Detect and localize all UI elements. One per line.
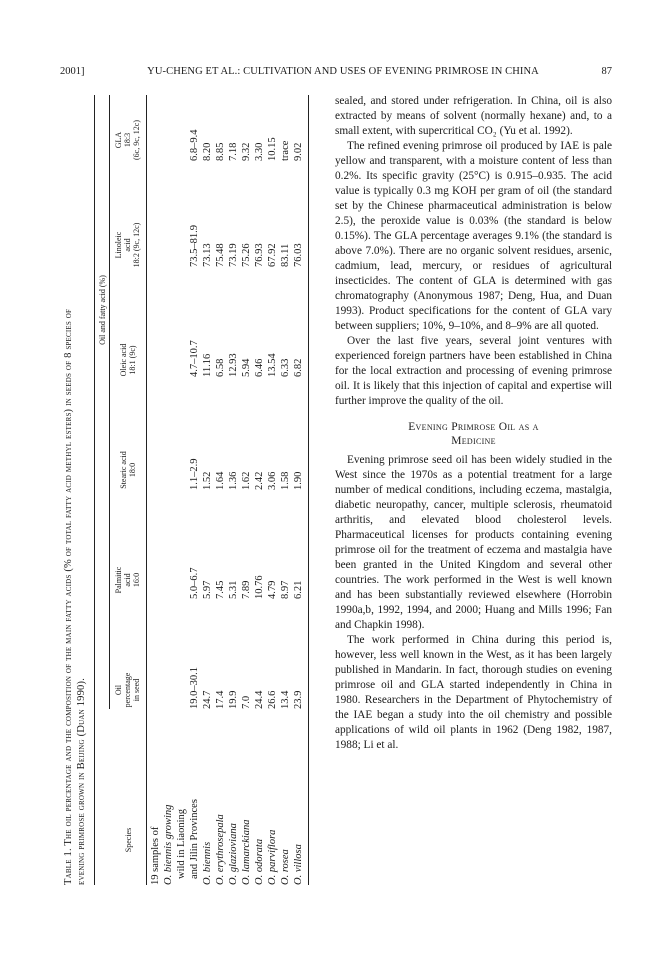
paragraph: sealed, and stored under refrigeration. In China, oil is also extracted by means of solvent (normally hexane) and, to a small extent, with supercritical CO₂ (Yu et al. 1992). [335, 95, 612, 137]
table-row: O. erythrosepala 17.4 7.45 1.64 6.58 75.48 8.85 [215, 142, 226, 885]
paragraph: Evening primrose seed oil has been widely studied in the West since the 1970s as a potential treatment for a large number of medical conditions, including eczema, mastalgia, diabetic neuropathy, cancer, multiple sclerosis, rheumatoid arthritis, and elevated blood cholesterol levels. Pharmaceutical licenses for products containing evening primrose oil for the treatment of eczema and mastalgia have been granted in the United Kingdom and several other countries. The work performed in the West is well known and has been substantially reviewed elsewhere (Horrobin 1990a,b, 1992, 1994, and 2000; Huang and Mills 1996; Fan and Chapkin 1998). [335, 454, 612, 631]
text-column [335, 94, 612, 753]
col-header-stearic: Stearic acid 18:0 [119, 451, 137, 489]
col-header-palmitic: Palmitic acid 16:0 [114, 566, 141, 594]
table-row: O. odorata 24.4 10.76 2.42 6.46 76.93 3.30 [254, 142, 265, 885]
group-values-row: 19.0–30.1 5.0–6.7 1.1–2.9 4.7–10.7 73.5–81.9 6.8–9.4 [189, 129, 200, 709]
running-header [60, 66, 612, 77]
paragraph: Over the last five years, several joint ventures with experienced foreign partners have been established in China for the local extraction and processing of evening primrose oil. It is likely that this injection of capital and expertise will further improve the quality of the oil. [335, 335, 612, 407]
col-header-oleic: Oleic acid 18:1 (9c) [119, 343, 137, 377]
col-header-gla: GLA 18:3 (6c, 9c, 12c) [114, 120, 141, 160]
group-rule [109, 95, 110, 709]
paragraph: The work performed in China during this period is, however, less well known in the West, as it has been largely published in Mandarin. In fact, thorough studies on evening primrose oil and GLA started independently in China in 1980. Researchers in the Department of Phytochemistry of the IAE began a study into the oil chemistry and possible applications of wild oil plants in 1962 (Deng 1982, 1987, 1988; Li et al. [335, 634, 612, 751]
caption-line-1: The oil percentage and the composition of the main fatty acids (% of total fatty acid methyl esters) in seeds of 8 species of [63, 308, 74, 846]
table-row: O. lamarckiana 7.0 7.89 1.62 5.94 75.26 9.32 [241, 142, 252, 885]
table-row: O. villosa 23.9 6.21 1.90 6.82 76.03 9.02 [293, 142, 304, 885]
page-number: 87 [601, 66, 612, 77]
header-bottom-rule [146, 95, 147, 885]
header-title: YU-CHENG ET AL.: CULTIVATION AND USES OF EVENING PRIMROSE IN CHINA [147, 66, 539, 77]
table-caption [62, 95, 88, 885]
header-year: 2001] [60, 66, 85, 77]
table-row: O. glazioviana 19.9 5.31 1.36 12.93 73.19 7.18 [228, 142, 239, 885]
col-header-species: Species [124, 827, 133, 853]
section-heading: Evening Primrose Oil as a Medicine [408, 421, 539, 447]
table-row: O. biennis 24.7 5.97 1.52 11.16 73.13 8.20 [202, 142, 213, 885]
table-row: O. rosea 13.4 8.97 1.58 6.33 83.11 trace [280, 140, 291, 885]
rotated-table [62, 95, 332, 885]
col-header-oil: Oil percentage in seed [114, 672, 141, 708]
group-species-label: 19 samples of O. biennis growing wild in Liaoning and Jilin Provinces [150, 799, 200, 885]
caption-label: Table 1. [63, 848, 74, 885]
col-header-linoleic: Linoleic acid 18:2 (9c, 12c) [114, 222, 141, 268]
paragraph: The refined evening primrose oil produced by IAE is pale yellow and transparent, with a moisture content of less than 0.2%. Its specific gravity (25°C) is 0.915–0.935. The acid value is typically 0.3 mg KOH per gram of oil (the standard set by the Chinese pharmaceutical administration is below 2.5), the peroxide value is 0.03% (the standard is below 0.15%). The GLA percentage averages 9.1% (the standard is above 7.0%). There are no organic solvent residues, arsenic, cadmium, lead, mercury, or residues of agricultural insecticides. The content of GLA is determined with gas chromatography (Anonymous 1987; Deng, Hua, and Duan 1993). Product specifications for the content of GLA vary between suppliers; 10%, 9–10%, and 8–9% are all quoted. [335, 140, 612, 332]
group-header: Oil and fatty acid (%) [98, 275, 107, 345]
table-1 [62, 95, 332, 885]
table-top-rule [94, 95, 95, 885]
caption-line-2: evening primrose grown in Beijing (Duan 1990). [76, 677, 87, 885]
table-row: O. parviflora 26.6 4.79 3.06 13.54 67.92 10.15 [267, 137, 278, 885]
table-bottom-rule [308, 95, 309, 885]
